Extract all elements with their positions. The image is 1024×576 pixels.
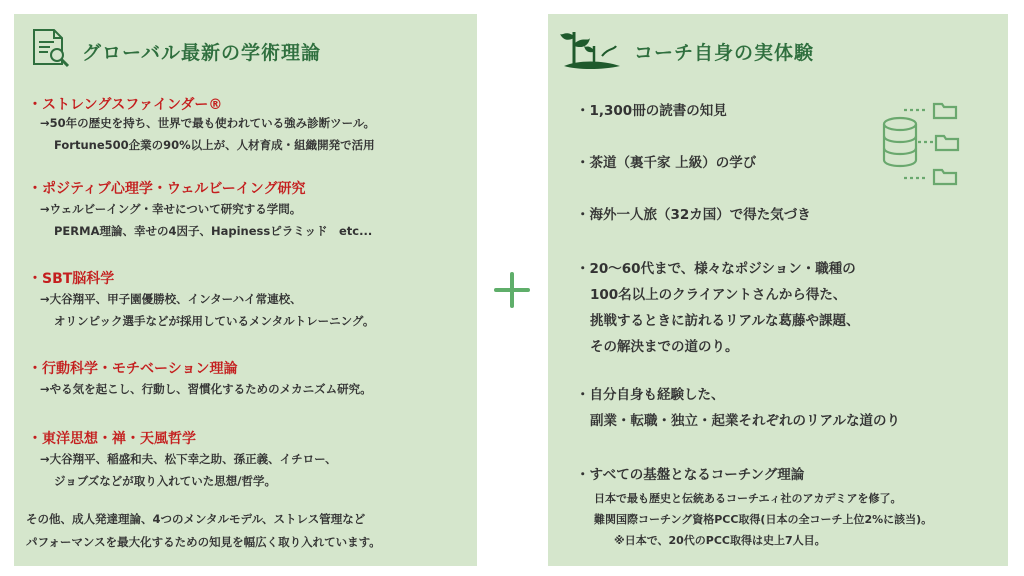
item-line: →やる気を起こし、行動し、習慣化するためのメカニズム研究。 [40, 382, 372, 396]
experience-line: ・茶道（裏千家 上級）の学び [576, 155, 757, 171]
right-panel-title: コーチ自身の実体験 [634, 42, 815, 64]
item-line: PERMA理論、幸せの4因子、Hapinessピラミッド etc... [54, 224, 373, 238]
item-heading-sbt: ・SBT脳科学 [28, 271, 115, 287]
experience-item-coaching-theory [576, 462, 804, 488]
item-heading-eastern-thought: ・東洋思想・禅・天風哲学 [28, 431, 196, 447]
item-heading-strengthsfinder: ・ストレングスファインダー® [28, 97, 223, 113]
item-line: →大谷翔平、稲盛和夫、松下幸之助、孫正義、イチロー、 [40, 452, 337, 466]
right-panel [548, 14, 1008, 566]
experience-line: ・海外一人旅（32カ国）で得た気づき [576, 207, 811, 223]
footer-line: その他、成人発達理論、4つのメンタルモデル、ストレス管理など [26, 512, 366, 526]
experience-item-reading [576, 98, 727, 124]
item-line: Fortune500企業の90%以上が、人材育成・組織開発で活用 [54, 138, 375, 152]
left-footer [26, 508, 381, 554]
item-line: →50年の歴史を持ち、世界で最も使われている強み診断ツール。 [40, 116, 375, 130]
document-search-icon [28, 26, 74, 70]
plus-icon [494, 272, 530, 308]
experience-item-clients [576, 256, 859, 360]
experience-line: ・1,300冊の読書の知見 [576, 103, 727, 119]
item-line: ジョブズなどが取り入れていた思想/哲学。 [54, 474, 277, 488]
coaching-sub-line: 日本で最も歴史と伝統あるコーチエィ社のアカデミアを修了。 [594, 492, 902, 505]
item-line: オリンピック選手などが採用しているメンタルトレーニング。 [54, 314, 375, 328]
experience-item-travel [576, 202, 811, 228]
experience-line: その解決までの道のり。 [590, 339, 739, 355]
experience-item-tea-ceremony [576, 150, 756, 176]
experience-line: 100名以上のクライアントさんから得た、 [590, 287, 847, 303]
item-line: →ウェルビーイング・幸せについて研究する学問。 [40, 202, 302, 216]
plant-logo-icon [558, 22, 624, 74]
left-panel-title: グローバル最新の学術理論 [82, 42, 322, 64]
item-heading-behavioral-science: ・行動科学・モチベーション理論 [28, 361, 238, 377]
coaching-sub-line: 難関国際コーチング資格PCC取得(日本の全コーチ上位2%に該当)。 [594, 513, 933, 526]
footer-line: パフォーマンスを最大化するための知見を幅広く取り入れています。 [26, 535, 381, 549]
item-line: →大谷翔平、甲子園優勝校、インターハイ常連校、 [40, 292, 302, 306]
left-panel [14, 14, 477, 566]
coaching-sub-line: ※日本で、20代のPCC取得は史上7人目。 [614, 534, 826, 547]
experience-item-career [576, 382, 900, 434]
experience-line: ・すべての基盤となるコーチング理論 [576, 467, 805, 483]
experience-line: ・20〜60代まで、様々なポジション・職種の [576, 261, 856, 277]
experience-line: 副業・転職・独立・起業それぞれのリアルな道のり [590, 413, 900, 429]
experience-line: 挑戦するときに訪れるリアルな葛藤や課題、 [590, 313, 860, 329]
experience-line: ・自分自身も経験した、 [576, 387, 725, 403]
item-heading-positive-psychology: ・ポジティブ心理学・ウェルビーイング研究 [28, 181, 306, 197]
database-folders-icon [878, 102, 968, 192]
